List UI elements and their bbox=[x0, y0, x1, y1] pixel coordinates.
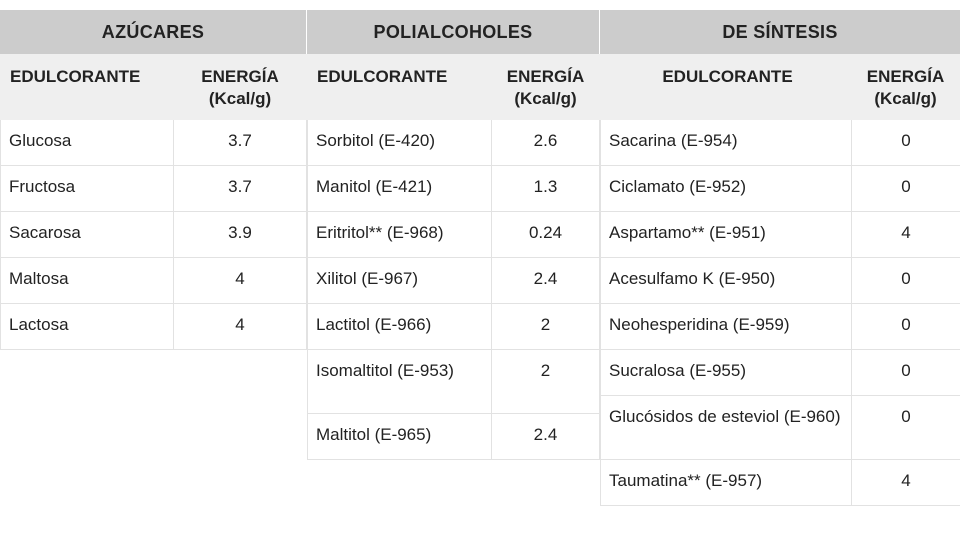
energy-value: 0 bbox=[901, 131, 911, 150]
column-header-name: EDULCORANTE bbox=[10, 67, 141, 86]
energy-value: 2.4 bbox=[492, 258, 600, 303]
table-row bbox=[601, 212, 960, 258]
energy-value: 2 bbox=[492, 350, 600, 413]
energy-value: 4 bbox=[901, 223, 911, 242]
column-header-energy bbox=[491, 54, 600, 120]
column-headers bbox=[307, 54, 600, 120]
energy-label: ENERGÍA bbox=[506, 67, 585, 86]
table-row bbox=[1, 304, 307, 350]
energy-value: 0 bbox=[901, 407, 911, 426]
table-row bbox=[1, 120, 307, 166]
sweetener-name: Ciclamato (E-952) bbox=[601, 166, 852, 211]
energy-value: 2.6 bbox=[492, 120, 600, 165]
sweetener-name: Fructosa bbox=[1, 166, 174, 211]
table-row bbox=[308, 258, 600, 304]
table-row bbox=[308, 414, 600, 460]
table-row bbox=[308, 350, 600, 414]
group-title: AZÚCARES bbox=[0, 10, 307, 54]
energy-value: 0 bbox=[901, 361, 911, 380]
energy-value: 0 bbox=[901, 177, 911, 196]
table-row bbox=[601, 304, 960, 350]
sweetener-name: Maltitol (E-965) bbox=[308, 414, 492, 459]
column-header-energy bbox=[851, 54, 960, 120]
energy-value: 0 bbox=[901, 315, 911, 334]
column-header-name: EDULCORANTE bbox=[662, 67, 793, 86]
sweetener-name: Neohesperidina (E-959) bbox=[601, 304, 852, 349]
group-title: DE SÍNTESIS bbox=[600, 10, 960, 54]
energy-label: ENERGÍA bbox=[201, 67, 279, 86]
table-row bbox=[308, 120, 600, 166]
column-header-energy bbox=[173, 54, 307, 120]
table-row bbox=[1, 212, 307, 258]
sweetener-name: Sorbitol (E-420) bbox=[308, 120, 492, 165]
table-row bbox=[601, 258, 960, 304]
table-body bbox=[600, 120, 960, 506]
sweetener-name: Manitol (E-421) bbox=[308, 166, 492, 211]
energy-value: 3.7 bbox=[174, 120, 307, 165]
energy-value: 3.9 bbox=[174, 212, 307, 257]
table-row bbox=[601, 396, 960, 460]
table-row bbox=[308, 304, 600, 350]
table-row bbox=[601, 120, 960, 166]
column-headers bbox=[0, 54, 307, 120]
sweetener-name: Sacarina (E-954) bbox=[601, 120, 852, 165]
energy-value: 3.7 bbox=[174, 166, 307, 211]
table-body bbox=[0, 120, 307, 350]
group-azucares bbox=[0, 10, 307, 350]
energy-label: ENERGÍA bbox=[866, 67, 945, 86]
sweetener-name: Taumatina** (E-957) bbox=[601, 460, 852, 505]
table-row bbox=[308, 212, 600, 258]
energy-value: 2.4 bbox=[492, 414, 600, 459]
column-header-name: EDULCORANTE bbox=[317, 67, 448, 86]
sweetener-name: Maltosa bbox=[1, 258, 174, 303]
sweetener-name: Sucralosa (E-955) bbox=[601, 350, 852, 395]
energy-value: 4 bbox=[174, 304, 307, 349]
energy-value: 1.3 bbox=[492, 166, 600, 211]
energy-unit: (Kcal/g) bbox=[208, 89, 272, 108]
table-row bbox=[601, 460, 960, 506]
table-row bbox=[308, 166, 600, 212]
energy-value: 4 bbox=[174, 258, 307, 303]
sweetener-name: Glucosa bbox=[1, 120, 174, 165]
energy-unit: (Kcal/g) bbox=[874, 89, 937, 108]
energy-unit: (Kcal/g) bbox=[514, 89, 577, 108]
sweetener-name: Eritritol** (E-968) bbox=[308, 212, 492, 257]
table-row bbox=[1, 258, 307, 304]
sweetener-name: Lactitol (E-966) bbox=[308, 304, 492, 349]
group-polialcoholes bbox=[307, 10, 600, 460]
table-body bbox=[307, 120, 600, 460]
energy-value: 0.24 bbox=[492, 212, 600, 257]
sweetener-name: Isomaltitol (E-953) bbox=[308, 350, 492, 413]
column-headers bbox=[600, 54, 960, 120]
sweetener-name: Glucósidos de esteviol (E-960) bbox=[601, 396, 852, 459]
table-row bbox=[601, 350, 960, 396]
group-de-sintesis bbox=[600, 10, 960, 506]
energy-value: 4 bbox=[901, 471, 911, 490]
group-title: POLIALCOHOLES bbox=[307, 10, 600, 54]
sweetener-name: Acesulfamo K (E-950) bbox=[601, 258, 852, 303]
table-row bbox=[1, 166, 307, 212]
sweetener-name: Aspartamo** (E-951) bbox=[601, 212, 852, 257]
table-row bbox=[601, 166, 960, 212]
energy-value: 2 bbox=[492, 304, 600, 349]
energy-value: 0 bbox=[901, 269, 911, 288]
sweetener-name: Lactosa bbox=[1, 304, 174, 349]
sweetener-name: Xilitol (E-967) bbox=[308, 258, 492, 303]
sweetener-name: Sacarosa bbox=[1, 212, 174, 257]
